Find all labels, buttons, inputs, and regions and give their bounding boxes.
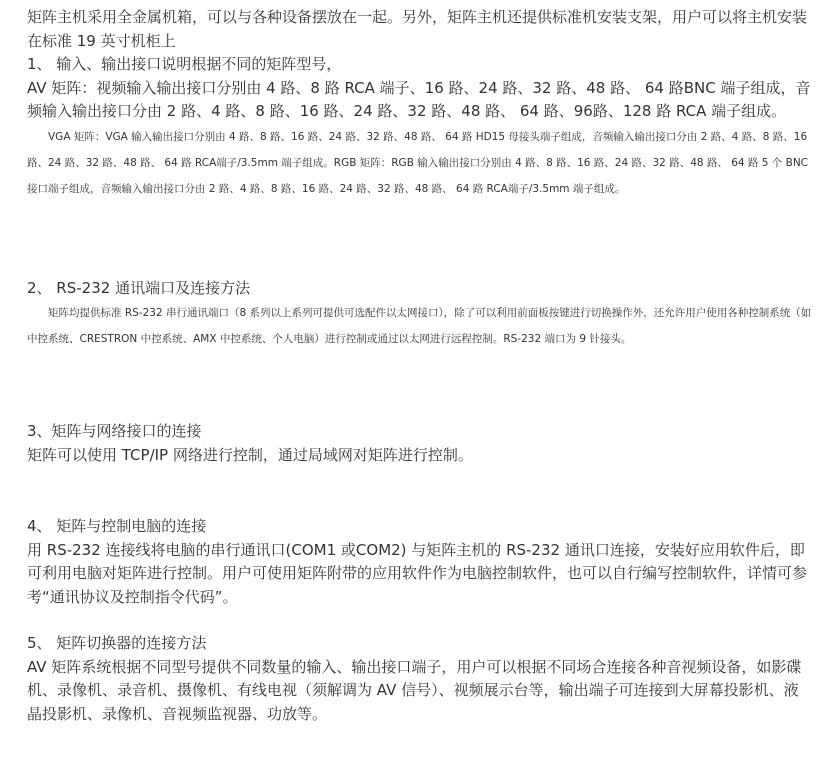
section-4-paragraph: 用 RS-232 连接线将电脑的串行通讯口(COM1 或COM2) 与矩阵主机的 RS-232 通讯口连接，安装好应用软件后，即可利用电脑对矩阵进行控制。用户可使用矩阵附带的应用软件作为电脑控制软件，也可以自行编写控制软件，详情可参考“通讯协议及控制指令代码”。 [27,540,808,606]
section-1-vga-rgb-paragraph: VGA 矩阵：VGA 输入输出接口分别由 4 路、8 路、16 路、24 路、32 路、48 路、 64 路 HD15 母接头端子组成，音频输入输出接口分由 2 路、4 路、8 路、16 路、24 路、32 路、48 路、 64 路 RCA端子/3.5mm 端子组成。RGB 矩阵：RGB 输入输出接口分别由 4 路、8 路、16 路、24 路、32 路、48 路、 64 路 5 个 BNC接口端子组成，音频输入输出接口分由 2 路、4 路、8 路、16 路、24 路、32 路、48 路、 64 路 RCA端子/3.5mm 端子组成。 [27,130,809,195]
document-body [27,6,813,726]
section-5-paragraph: AV 矩阵系统根据不同型号提供不同数量的输入、输出接口端子，用户可以根据不同场合连接各种音视频设备，如影碟机、录像机、录音机、摄像机、有线电视（须解调为 AV 信号）、视频展示台等，输出端子可连接到大屏幕投影机、液晶投影机、录像机、音视频监视器、功放等。 [27,657,802,723]
spacer [27,352,813,420]
section-4-heading: 4、 矩阵与控制电脑的连接 [27,517,207,535]
section-5-heading: 5、 矩阵切换器的连接方法 [27,634,207,652]
section-3-paragraph: 矩阵可以使用 TCP/IP 网络进行控制，通过局域网对矩阵进行控制。 [27,445,473,464]
section-1-heading: 1、 输入、输出接口说明根据不同的矩阵型号， [27,55,342,73]
spacer [27,609,813,632]
spacer [27,202,813,277]
intro-paragraph: 矩阵主机采用全金属机箱，可以与各种设备摆放在一起。另外，矩阵主机还提供标准机安装支架，用户可以将主机安装在标准 19 英寸机柜上 [27,8,808,50]
section-3-heading: 3、矩阵与网络接口的连接 [27,422,202,440]
section-2-paragraph: 矩阵均提供标准 RS-232 串行通讯端口（8 系列以上系列可提供可选配件以太网接口），除了可以利用前面板按键进行切换操作外，还允许用户使用各种控制系统（如中控系统、CRESTRON 中控系统、AMX 中控系统、个人电脑）进行控制或通过以太网进行远程控制。RS-232 端口为 9 针接头。 [27,307,812,345]
section-2-heading: 2、 RS-232 通讯端口及连接方法 [27,278,251,297]
spacer [27,467,813,515]
section-1-av-paragraph: AV 矩阵：视频输入输出接口分别由 4 路、8 路 RCA 端子、16 路、24 路、32 路、48 路、 64 路BNC 端子组成，音频输入输出接口分由 2 路、4 路、8 路、16 路、24 路、32 路、48 路、 64 路、96路、128 路 RCA 端子组成。 [27,78,811,120]
